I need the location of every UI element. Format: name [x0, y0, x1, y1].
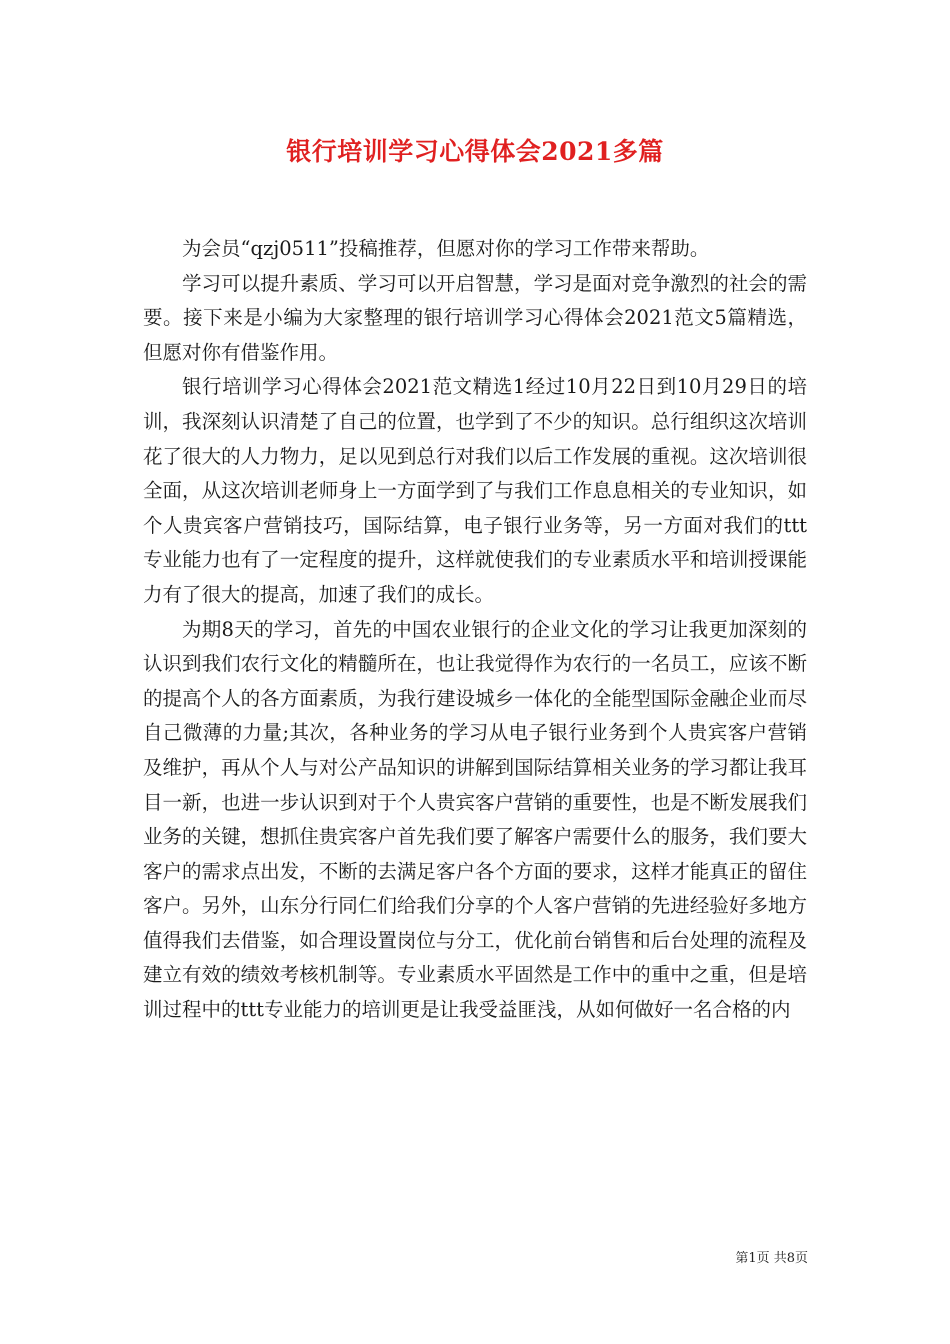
paragraph-intro: 为会员“qzj0511”投稿推荐，但愿对你的学习工作带来帮助。 [182, 237, 710, 260]
paragraph-essay-1: 银行培训学习心得体会2021范文精选1经过10月22日到10月29日的培训，我深刻认识清楚了自己的位置，也学到了不少的知识。总行组织这次培训花了很大的人力物力，足以见到总行对我们以后工作发展的重视。这次培训很全面，从这次培训老师身上一方面学到了与我们工作息息相关的专业知识，如个人贵宾客户营销技巧，国际结算，电子银行业务等，另一方面对我们的ttt专业能力也有了一定程度的提升，这样就使我们的专业素质水平和培训授课能力有了很大的提高，加速了我们的成长。 [143, 375, 807, 606]
document-body [143, 232, 807, 1028]
document-title: 银行培训学习心得体会2021多篇 [286, 137, 664, 166]
paragraph-essay-1-continued: 为期8天的学习，首先的中国农业银行的企业文化的学习让我更加深刻的认识到我们农行文化的精髓所在，也让我觉得作为农行的一名员工，应该不断的提高个人的各方面素质，为我行建设城乡一体化的全能型国际金融企业而尽自己微薄的力量;其次，各种业务的学习从电子银行业务到个人贵宾客户营销及维护，再从个人与对公产品知识的讲解到国际结算相关业务的学习都让我耳目一新，也进一步认识到对于个人贵宾客户营销的重要性，也是不断发展我们业务的关键，想抓住贵宾客户首先我们要了解客户需要什么的服务，我们要大客户的需求点出发，不断的去满足客户各个方面的要求，这样才能真正的留住客户。另外，山东分行同仁们给我们分享的个人客户营销的先进经验好多地方值得我们去借鉴，如合理设置岗位与分工，优化前台销售和后台处理的流程及建立有效的绩效考核机制等。专业素质水平固然是工作中的重中之重，但是培训过程中的ttt专业能力的培训更是让我受益匪浅，从如何做好一名合格的内 [143, 617, 807, 1022]
page-number: 第1页 共8页 [735, 1251, 808, 1266]
paragraph-preface: 学习可以提升素质、学习可以开启智慧，学习是面对竞争激烈的社会的需要。接下来是小编为大家整理的银行培训学习心得体会2021范文5篇精选，但愿对你有借鉴作用。 [143, 271, 807, 364]
